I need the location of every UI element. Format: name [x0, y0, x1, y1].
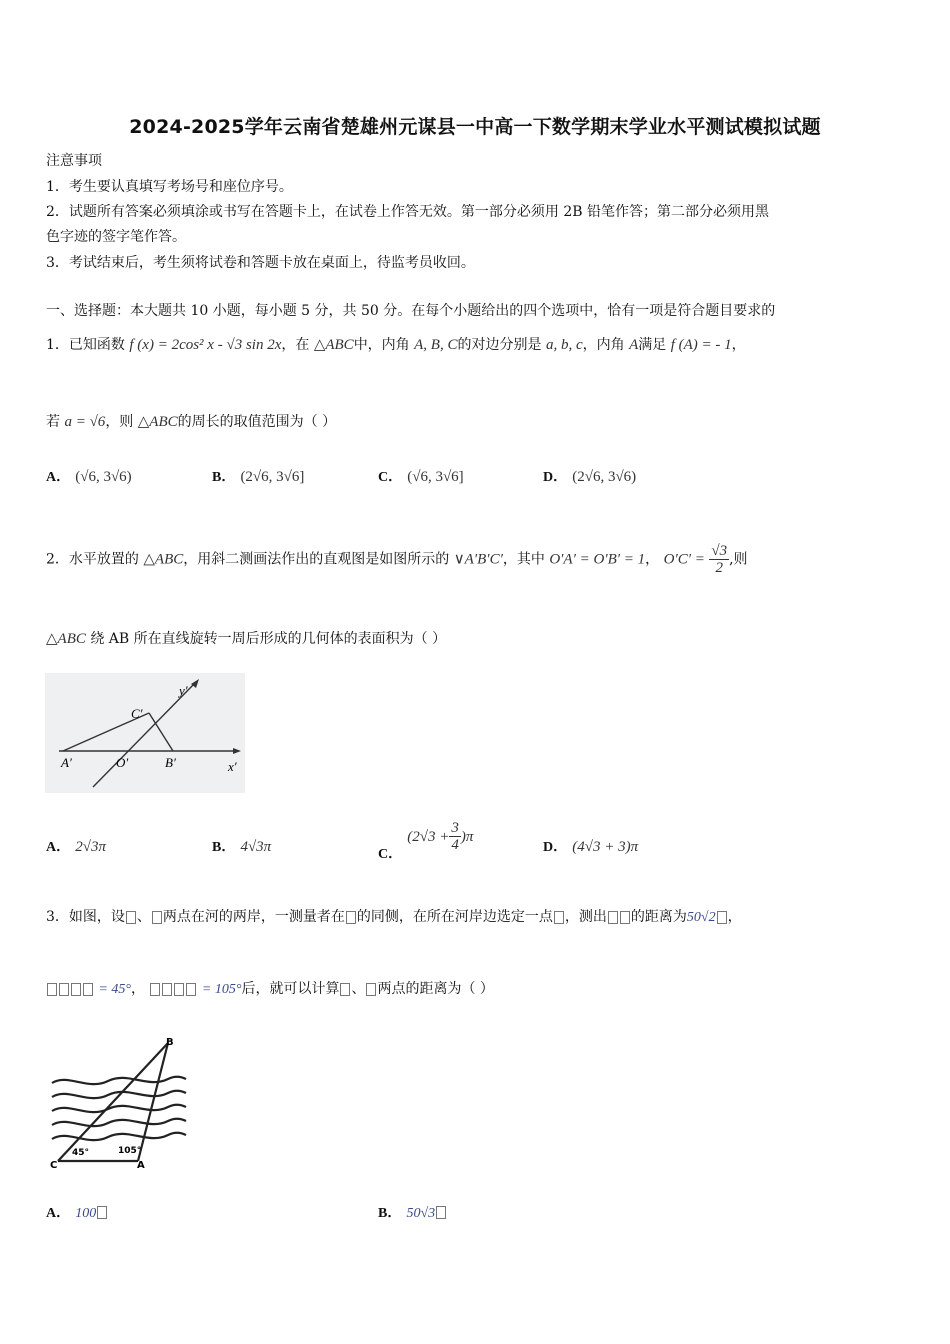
- q1-option-b[interactable]: B． (2√6, 3√6]: [212, 469, 305, 485]
- a-label: A′: [61, 755, 72, 770]
- q2-option-d[interactable]: D． (4√3 + 3)π: [543, 839, 639, 855]
- q3-option-b[interactable]: B． 50√3: [378, 1202, 447, 1222]
- q3-number: 3．: [46, 909, 69, 925]
- q1-function: f (x) = 2cos² x - √3 sin 2x: [129, 337, 282, 353]
- missing-glyph-icon: [620, 911, 630, 924]
- c-label: C: [50, 1160, 58, 1170]
- o-label: O′: [116, 755, 129, 770]
- missing-glyph-icon: [366, 983, 376, 996]
- q2-oblique-figure: [45, 673, 245, 793]
- notice-item-1: 1．考生要认真填写考场号和座位序号。: [46, 179, 293, 195]
- q3-option-a[interactable]: A． 100: [46, 1202, 108, 1222]
- missing-glyph-icon: [59, 983, 69, 996]
- missing-glyph-icon: [152, 911, 162, 924]
- missing-glyph-icon: [162, 983, 172, 996]
- c-label: C′: [131, 706, 143, 721]
- missing-glyph-icon: [83, 983, 93, 996]
- q1-line2: 若 a = √6，则 △ABC的周长的取值范围为（ ）: [46, 414, 337, 430]
- q1-number: 1．: [46, 337, 69, 353]
- notice-item-2: 2．试题所有答案必须填涂或书写在答题卡上，在试卷上作答无效。第一部分必须用 2B 铅笔作答；第二部分必须用黑: [46, 204, 769, 220]
- q2-line2: △ABC 绕 AB 所在直线旋转一周后形成的几何体的表面积为（ ）: [46, 631, 447, 647]
- page-title: 2024-2025学年云南省楚雄州元谋县一中高一下数学期末学业水平测试模拟试题: [129, 116, 821, 138]
- missing-glyph-icon: [71, 983, 81, 996]
- missing-glyph-icon: [174, 983, 184, 996]
- q2-option-a[interactable]: A． 2√3π: [46, 839, 106, 855]
- notice-item-3: 3．考试结束后，考生须将试卷和答题卡放在桌面上，待监考员收回。: [46, 255, 475, 271]
- missing-glyph-icon: [717, 911, 727, 924]
- q3-line2: = 45°， = 105°后，就可以计算 、 两点的距离为（ ）: [46, 980, 494, 999]
- q1-option-d[interactable]: D． (2√6, 3√6): [543, 469, 637, 485]
- missing-glyph-icon: [150, 983, 160, 996]
- notice-heading: 注意事项: [46, 153, 102, 169]
- q2-fraction: $\frac{√3}{2}$: [711, 543, 728, 576]
- notice-item-2-cont: 色字迹的签字笔作答。: [46, 229, 186, 245]
- q2-number: 2．: [46, 551, 69, 568]
- missing-glyph-icon: [340, 983, 350, 996]
- q2-line1: 2．水平放置的 △ABC，用斜二测画法作出的直观图是如图所示的 ∨A′B′C′，其中 O′A′ = O′B′ = 1， O′C′ = $\frac{√3}{2}$ ,则: [46, 543, 748, 576]
- angle-a-label: 105°: [118, 1146, 142, 1156]
- missing-glyph-icon: [436, 1206, 446, 1219]
- x-label: x′: [228, 759, 237, 774]
- missing-glyph-icon: [186, 983, 196, 996]
- missing-glyph-icon: [608, 911, 618, 924]
- q2-option-c[interactable]: C． (2√3 + $\frac{3}{4}$ )π: [378, 820, 474, 862]
- q2-option-b[interactable]: B． 4√3π: [212, 839, 272, 855]
- a-label: A: [137, 1160, 145, 1170]
- q1-line1: 1．已知函数 f (x) = 2cos² x - √3 sin 2x，在 △ABC中，内角 A, B, C的对边分别是 a, b, c，内角 A满足 f (A) = - 1，: [46, 337, 746, 353]
- angle-c-label: 45°: [72, 1148, 90, 1158]
- missing-glyph-icon: [554, 911, 564, 924]
- missing-glyph-icon: [47, 983, 57, 996]
- missing-glyph-icon: [97, 1206, 107, 1219]
- b-label: B′: [165, 755, 176, 770]
- y-label: y′: [179, 683, 188, 698]
- q1-option-c[interactable]: C． (√6, 3√6]: [378, 469, 464, 485]
- missing-glyph-icon: [126, 911, 136, 924]
- section-heading: 一、选择题：本大题共 10 小题，每小题 5 分，共 50 分。在每个小题给出的四个选项中，恰有一项是符合题目要求的: [46, 303, 776, 319]
- line-c-b: [58, 1043, 168, 1161]
- q1-option-a[interactable]: A． (√6, 3√6): [46, 469, 132, 485]
- missing-glyph-icon: [346, 911, 356, 924]
- b-label: B: [166, 1037, 174, 1048]
- q3-river-figure: [48, 1035, 188, 1170]
- river-waves: [52, 1077, 186, 1140]
- q3-line1: 3．如图，设 、 两点在河的两岸，一测量者在 的同侧，在所在河岸边选定一点 ，测出 的距离为50√2 ，: [46, 909, 742, 925]
- q1-condition: f (A) = - 1: [670, 337, 732, 353]
